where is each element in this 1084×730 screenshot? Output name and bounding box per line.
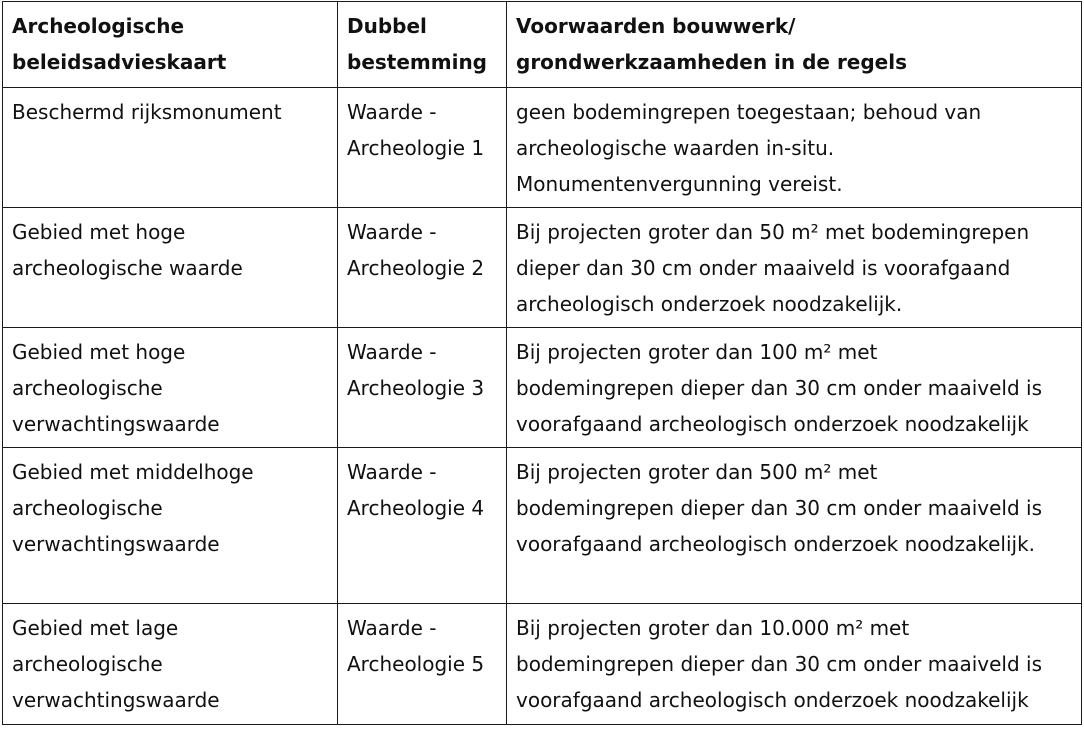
cell-text: verwachtingswaarde — [12, 412, 220, 436]
cell-text: archeologisch onderzoek noodzakelijk. — [516, 292, 903, 316]
cell-text: verwachtingswaarde — [12, 688, 220, 712]
cell-bestemming — [338, 448, 507, 604]
cell-text: archeologische waarden in-situ. — [516, 136, 835, 160]
cell-kaart — [3, 328, 338, 448]
cell-voorwaarden — [507, 328, 1082, 448]
cell-text: Gebied met hoge — [12, 220, 186, 244]
cell-voorwaarden — [507, 208, 1082, 328]
cell-text: Gebied met middelhoge — [12, 460, 254, 484]
cell-text: Bij projecten groter dan 10.000 m² met — [516, 616, 910, 640]
cell-kaart — [3, 88, 338, 208]
cell-text: voorafgaand archeologisch onderzoek noodzakelijk — [516, 412, 1029, 436]
cell-text: Waarde - — [347, 220, 437, 244]
cell-text: geen bodemingrepen toegestaan; behoud van — [516, 100, 982, 124]
cell-text: Waarde - — [347, 616, 437, 640]
cell-text: Archeologie 3 — [347, 376, 485, 400]
table-row — [3, 88, 1082, 208]
table-row — [3, 208, 1082, 328]
cell-text: Waarde - — [347, 340, 437, 364]
cell-text: verwachtingswaarde — [12, 532, 220, 556]
cell-kaart — [3, 604, 338, 725]
header-row — [3, 2, 1082, 88]
header-text: Dubbel — [347, 14, 427, 38]
header-text: grondwerkzaamheden in de regels — [516, 50, 908, 74]
table-row — [3, 448, 1082, 604]
header-cell-dubbelbestemming — [338, 2, 507, 88]
cell-text: voorafgaand archeologisch onderzoek noodzakelijk. — [516, 532, 1036, 556]
cell-text: archeologische — [12, 376, 163, 400]
cell-text: Bij projecten groter dan 50 m² met bodemingrepen — [516, 220, 1030, 244]
archeologie-regels-table — [2, 1, 1082, 725]
cell-text: Waarde - — [347, 100, 437, 124]
cell-text: archeologische — [12, 496, 163, 520]
cell-text: bodemingrepen dieper dan 30 cm onder maaiveld is — [516, 376, 1042, 400]
cell-bestemming — [338, 604, 507, 725]
cell-text: archeologische waarde — [12, 256, 243, 280]
header-text: beleidsadvieskaart — [12, 50, 227, 74]
cell-text: dieper dan 30 cm onder maaiveld is voorafgaand — [516, 256, 1011, 280]
cell-text: Bij projecten groter dan 500 m² met — [516, 460, 878, 484]
cell-kaart — [3, 448, 338, 604]
header-text: Archeologische — [12, 14, 185, 38]
cell-text: Archeologie 2 — [347, 256, 485, 280]
cell-text: Archeologie 1 — [347, 136, 485, 160]
cell-bestemming — [338, 208, 507, 328]
header-text: Voorwaarden bouwwerk/ — [516, 14, 796, 38]
header-text: bestemming — [347, 50, 487, 74]
cell-bestemming — [338, 328, 507, 448]
cell-text: Beschermd rijksmonument — [12, 100, 282, 124]
table-row — [3, 328, 1082, 448]
cell-text: bodemingrepen dieper dan 30 cm onder maaiveld is — [516, 496, 1042, 520]
header-cell-beleidsadvieskaart — [3, 2, 338, 88]
cell-voorwaarden — [507, 88, 1082, 208]
cell-text: Waarde - — [347, 460, 437, 484]
cell-text: Bij projecten groter dan 100 m² met — [516, 340, 878, 364]
cell-text: voorafgaand archeologisch onderzoek noodzakelijk — [516, 688, 1029, 712]
cell-bestemming — [338, 88, 507, 208]
cell-text: Archeologie 4 — [347, 496, 485, 520]
cell-text: bodemingrepen dieper dan 30 cm onder maaiveld is — [516, 652, 1042, 676]
cell-voorwaarden — [507, 604, 1082, 725]
cell-voorwaarden — [507, 448, 1082, 604]
table-row — [3, 604, 1082, 725]
cell-text: Gebied met hoge — [12, 340, 186, 364]
cell-text: Monumentenvergunning vereist. — [516, 172, 843, 196]
cell-text: Gebied met lage — [12, 616, 179, 640]
cell-text: archeologische — [12, 652, 163, 676]
cell-text: Archeologie 5 — [347, 652, 485, 676]
cell-kaart — [3, 208, 338, 328]
header-cell-voorwaarden — [507, 2, 1082, 88]
